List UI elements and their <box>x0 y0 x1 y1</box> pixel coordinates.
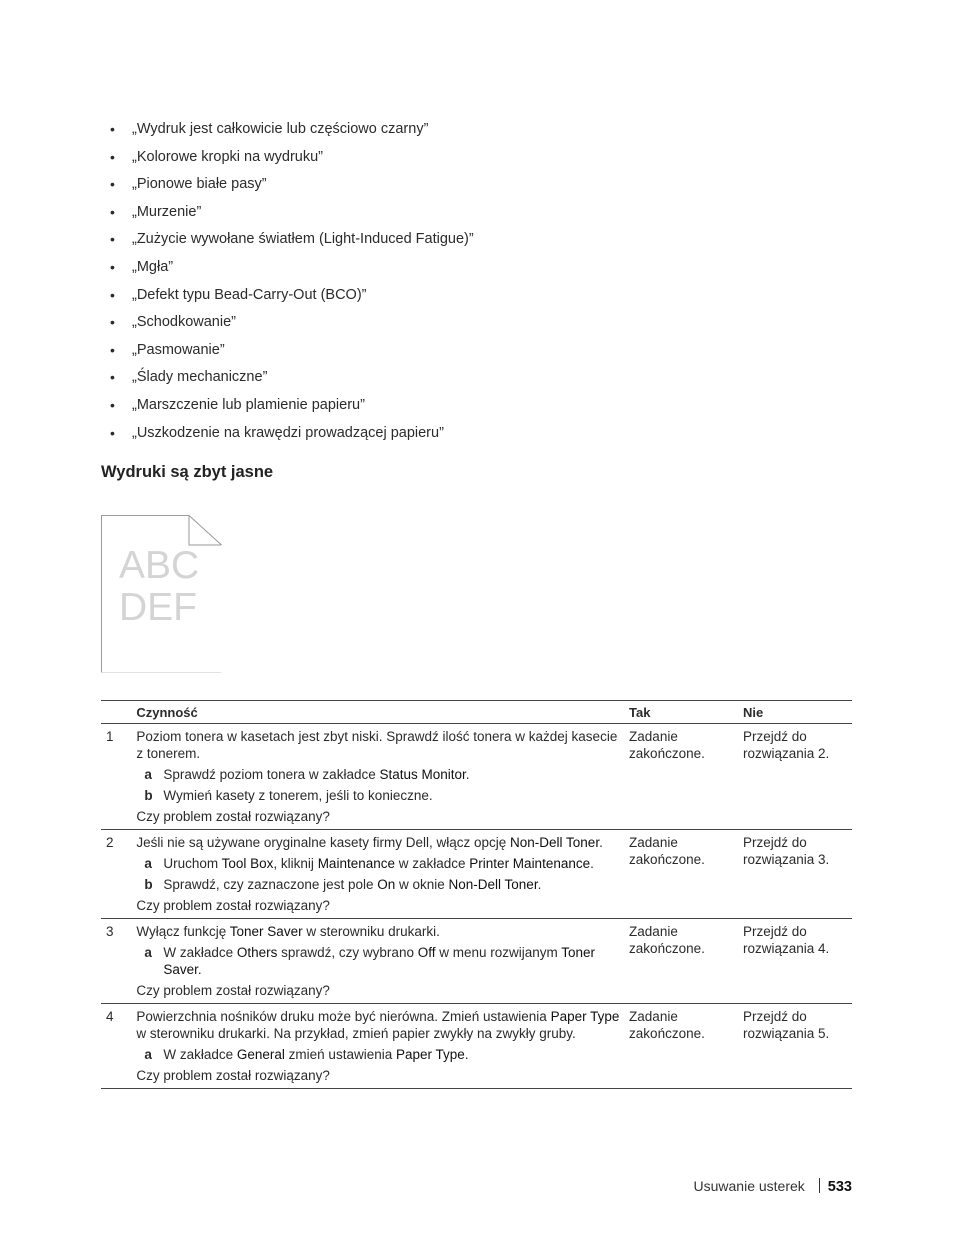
list-item <box>108 395 848 423</box>
list-item-text: „Wydruk jest całkowicie lub częściowo czarny” <box>132 121 429 137</box>
step-no-result: Przejdź do rozwiązania 2. <box>743 724 852 830</box>
sample-line-2: DEF <box>119 586 197 629</box>
step-description <box>136 728 621 762</box>
text-run: Uruchom <box>163 856 222 871</box>
page-footer <box>694 1178 852 1195</box>
table-row <box>101 1004 852 1089</box>
ui-term: Toner Saver <box>229 924 303 939</box>
list-item <box>108 147 848 175</box>
bullet-dot-icon: • <box>110 148 115 165</box>
faded-sample-text <box>119 545 199 629</box>
sub-step <box>136 787 621 804</box>
text-run: . <box>465 767 470 782</box>
text-run: Powierzchnia nośników druku może być nierówna. Zmień ustawienia <box>136 1009 551 1024</box>
text-run: Wymień kasety z tonerem, jeśli to konieczne. <box>163 788 433 803</box>
text-run: Jeśli nie są używane oryginalne kasety firmy Dell, włącz opcję <box>136 835 511 850</box>
text-run: . <box>464 1047 469 1062</box>
list-item-text: „Ślady mechaniczne” <box>132 369 268 386</box>
ui-term: Printer Maintenance <box>469 856 591 871</box>
table-row <box>101 830 852 919</box>
list-item <box>108 229 848 257</box>
ui-term: Maintenance <box>317 856 395 871</box>
list-item <box>108 312 848 340</box>
list-item-text: „Schodkowanie” <box>132 314 236 331</box>
bullet-dot-icon: • <box>110 176 115 193</box>
step-action <box>136 1004 629 1089</box>
ui-term: Paper Type <box>395 1047 465 1062</box>
step-action <box>136 830 629 919</box>
ui-term: Toner Saver <box>163 945 596 977</box>
step-yes-result: Zadanie zakończone. <box>629 830 743 919</box>
text-run: W zakładce <box>163 945 237 960</box>
text-run: . <box>537 877 542 892</box>
bullet-dot-icon: • <box>110 203 115 220</box>
footer-separator <box>819 1178 820 1193</box>
step-question: Czy problem został rozwiązany? <box>136 983 330 998</box>
list-item <box>108 367 848 395</box>
text-run: w zakładce <box>395 856 470 871</box>
step-description <box>136 1008 621 1042</box>
list-item-text: „Murzenie” <box>132 203 202 220</box>
list-item-text: „Uszkodzenie na krawędzi prowadzącej papieru” <box>132 424 444 441</box>
text-run: Wyłącz funkcję <box>136 924 230 939</box>
list-item-text: „Pionowe białe pasy” <box>132 176 267 193</box>
text-run: Poziom tonera w kasetach jest zbyt niski. Sprawdź ilość tonera w każdej kasecie z tonerem. <box>136 729 618 761</box>
table-row <box>101 724 852 830</box>
list-item <box>108 257 848 285</box>
ui-term: On <box>377 877 396 892</box>
step-question: Czy problem został rozwiązany? <box>136 898 330 913</box>
list-item-text: „Kolorowe kropki na wydruku” <box>132 148 323 165</box>
list-item <box>108 340 848 368</box>
sub-step-letter: a <box>144 767 152 782</box>
step-question: Czy problem został rozwiązany? <box>136 809 330 824</box>
sub-step <box>136 1046 621 1063</box>
bullet-dot-icon: • <box>110 121 115 137</box>
step-number: 2 <box>101 830 136 919</box>
step-number: 1 <box>101 724 136 830</box>
text-run: sprawdź, czy wybrano <box>277 945 418 960</box>
text-run: Sprawdź, czy zaznaczone jest pole <box>163 877 378 892</box>
sub-step-letter: a <box>144 856 152 871</box>
header-action: Czynność <box>136 701 629 724</box>
list-item <box>108 285 848 313</box>
step-yes-result: Zadanie zakończone. <box>629 724 743 830</box>
bullet-dot-icon: • <box>110 369 115 386</box>
step-no-result: Przejdź do rozwiązania 3. <box>743 830 852 919</box>
ui-term: General <box>236 1047 285 1062</box>
text-run: . <box>599 835 603 850</box>
step-action <box>136 919 629 1004</box>
ui-term: Paper Type <box>550 1009 620 1024</box>
light-print-illustration <box>101 515 223 673</box>
text-run: w oknie <box>395 877 449 892</box>
list-item <box>108 119 848 147</box>
footer-section-title: Usuwanie usterek <box>693 1178 805 1194</box>
ui-term: Tool Box <box>221 856 274 871</box>
bullet-dot-icon: • <box>110 341 115 358</box>
sub-step-letter: b <box>144 877 153 892</box>
sub-step-letter: a <box>144 1047 152 1062</box>
list-item <box>108 174 848 202</box>
text-run: . <box>197 962 202 977</box>
step-number: 3 <box>101 919 136 1004</box>
step-description <box>136 923 621 940</box>
step-no-result: Przejdź do rozwiązania 4. <box>743 919 852 1004</box>
text-run: W zakładce <box>163 1047 237 1062</box>
list-item <box>108 423 848 451</box>
sub-step <box>136 855 621 872</box>
ui-term: Others <box>236 945 278 960</box>
troubleshooting-table <box>101 700 852 1089</box>
text-run: w sterowniku drukarki. Na przykład, zmień papier zwykły na zwykły gruby. <box>136 1026 576 1041</box>
bullet-dot-icon: • <box>110 314 115 331</box>
ui-term: Non-Dell Toner <box>448 877 538 892</box>
bullet-dot-icon: • <box>110 286 115 303</box>
step-number: 4 <box>101 1004 136 1089</box>
list-item-text: „Mgła” <box>132 258 174 275</box>
section-title: Wydruki są zbyt jasne <box>101 463 274 481</box>
step-description <box>136 834 621 851</box>
text-run: w menu rozwijanym <box>435 945 562 960</box>
table-row <box>101 919 852 1004</box>
bullet-dot-icon: • <box>110 258 115 275</box>
table-header-row <box>101 701 852 724</box>
header-yes: Tak <box>629 701 743 724</box>
bullet-list <box>108 119 848 450</box>
ui-term: Status Monitor <box>379 767 466 782</box>
sample-line-1: ABC <box>119 544 200 587</box>
page-number: 533 <box>827 1179 852 1195</box>
bullet-dot-icon: • <box>110 396 115 413</box>
sub-step-letter: b <box>144 788 153 803</box>
text-run: Sprawdź poziom tonera w zakładce <box>163 767 380 782</box>
list-item-text: „Pasmowanie” <box>132 341 225 358</box>
step-yes-result: Zadanie zakończone. <box>629 1004 743 1089</box>
sub-step <box>136 944 621 978</box>
step-no-result: Przejdź do rozwiązania 5. <box>743 1004 852 1089</box>
bullet-dot-icon: • <box>110 231 115 248</box>
ui-term: Off <box>417 945 436 960</box>
text-run: . <box>590 856 594 871</box>
bullet-dot-icon: • <box>110 424 115 441</box>
list-item-text: „Zużycie wywołane światłem (Light-Induced Fatigue)” <box>132 231 474 248</box>
header-no: Nie <box>743 701 852 724</box>
header-num <box>101 701 136 724</box>
text-run: w sterowniku drukarki. <box>302 924 440 939</box>
sub-step <box>136 876 621 893</box>
step-question: Czy problem został rozwiązany? <box>136 1068 330 1083</box>
sub-step-letter: a <box>144 945 152 960</box>
list-item <box>108 202 848 230</box>
step-action <box>136 724 629 830</box>
text-run: zmień ustawienia <box>284 1047 396 1062</box>
list-item-text: „Defekt typu Bead-Carry-Out (BCO)” <box>132 286 367 303</box>
ui-term: Non-Dell Toner <box>510 835 600 850</box>
step-yes-result: Zadanie zakończone. <box>629 919 743 1004</box>
list-item-text: „Marszczenie lub plamienie papieru” <box>132 396 365 413</box>
sub-step <box>136 766 621 783</box>
text-run: , kliknij <box>273 856 318 871</box>
